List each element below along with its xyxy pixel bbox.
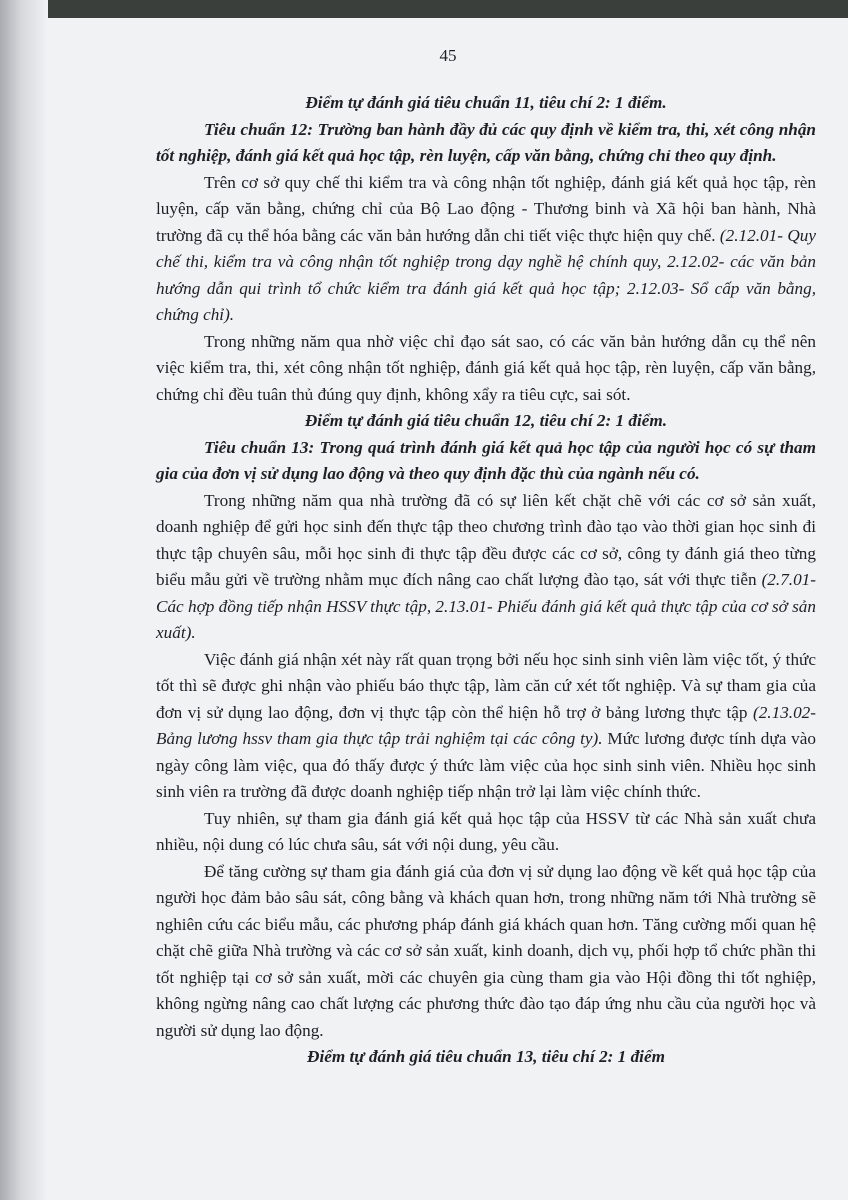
body-text: Trên cơ sở quy chế thi kiểm tra và công nhận tốt nghiệp, đánh giá kết quả học tập, rèn luyện, cấp văn bằng, chứng chỉ của Bộ Lao động - Thương binh và Xã hội ban hành, Nhà trường đã cụ thể hóa bằng các văn bản hướng dẫn chi tiết việc thực hiện quy chế. bbox=[156, 172, 816, 245]
evidence-reference: (2.7.01- Các hợp đồng tiếp nhận HSSV thực tập, 2.13.01- Phiếu đánh giá kết quả thực tập của cơ sở sản xuất). bbox=[156, 570, 816, 642]
page-content bbox=[156, 90, 816, 1071]
body-paragraph bbox=[156, 647, 816, 806]
body-paragraph bbox=[156, 488, 816, 647]
body-paragraph: Trong những năm qua nhờ việc chỉ đạo sát sao, có các văn bản hướng dẫn cụ thể nên việc kiểm tra, thi, xét công nhận tốt nghiệp, đánh giá kết quả học tập, rèn luyện, cấp văn bằng, chứng chỉ đều tuân thủ đúng quy định, không xẩy ra tiêu cực, sai sót. bbox=[156, 331, 816, 404]
page-number: 45 bbox=[439, 46, 457, 65]
body-paragraph: Tuy nhiên, sự tham gia đánh giá kết quả học tập của HSSV từ các Nhà sản xuất chưa nhiều, nội dung có lúc chưa sâu, sát với nội dung, yêu cầu. bbox=[156, 808, 816, 854]
evidence-reference: (2.12.01- Quy chế thi, kiểm tra và công nhận tốt nghiệp trong dạy nghề hệ chính quy, 2.12.02- các văn bản hướng dẫn qui trình tổ chức kiểm tra đánh giá kết quả học tập; 2.12.03- Sổ cấp văn bằng, chứng chỉ). bbox=[156, 225, 816, 324]
body-text: Mức lương được tính dựa vào ngày công làm việc, qua đó thấy được ý thức làm việc của học sinh sinh viên. Nhiều học sinh sinh viên ra trường đã được doanh nghiệp tiếp nhận trở lại làm việc chính thức. bbox=[156, 729, 816, 801]
body-paragraph: Để tăng cường sự tham gia đánh giá của đơn vị sử dụng lao động về kết quả học tập của người học đảm bảo sâu sát, công bằng và khách quan hơn, trong những năm tới Nhà trường sẽ nghiên cứu các biểu mẫu, các phương pháp đánh giá khách quan hơn. Tăng cường mối quan hệ chặt chẽ giữa Nhà trường và các cơ sở sản xuất, kinh doanh, dịch vụ, phối hợp tổ chức phần thi tốt nghiệp tại cơ sở sản xuất, mời các chuyên gia cùng tham gia vào Hội đồng thi tốt nghiệp, không ngừng nâng cao chất lượng các phương thức đào tạo đáp ứng nhu cầu của người học và người sử dụng lao động. bbox=[156, 861, 816, 1040]
evidence-reference: (2.13.02- Bảng lương hssv tham gia thực tập trải nghiệm tại các công ty). bbox=[156, 702, 816, 748]
score-line-12: Điểm tự đánh giá tiêu chuẩn 12, tiêu chí 2: 1 điểm. bbox=[304, 411, 668, 430]
criterion-12-heading: Tiêu chuẩn 12: Trường ban hành đầy đủ các quy định về kiểm tra, thi, xét công nhận tốt nghiệp, đánh giá kết quả học tập, rèn luyện, cấp văn bằng, chứng chỉ theo quy định. bbox=[156, 119, 816, 165]
body-text: Việc đánh giá nhận xét này rất quan trọng bởi nếu học sinh sinh viên làm việc tốt, ý thức tốt thì sẽ được ghi nhận vào phiếu báo thực tập, làm căn cứ xét tốt nghiệp. Và sự tham gia của đơn vị sử dụng lao động, đơn vị thực tập còn thể hiện hỗ trợ ở bảng lương thực tập bbox=[156, 649, 816, 722]
scan-binding-shadow bbox=[0, 0, 48, 1200]
score-line-11: Điểm tự đánh giá tiêu chuẩn 11, tiêu chí 2: 1 điểm. bbox=[305, 93, 667, 112]
document-page bbox=[48, 18, 848, 1200]
score-line-13: Điểm tự đánh giá tiêu chuẩn 13, tiêu chí 2: 1 điểm bbox=[307, 1047, 665, 1066]
scan-top-edge bbox=[0, 0, 848, 18]
body-paragraph bbox=[156, 170, 816, 329]
criterion-13-heading: Tiêu chuẩn 13: Trong quá trình đánh giá kết quả học tập của người học có sự tham gia của đơn vị sử dụng lao động và theo quy định đặc thù của ngành nếu có. bbox=[156, 437, 816, 483]
body-text: Trong những năm qua nhà trường đã có sự liên kết chặt chẽ với các cơ sở sản xuất, doanh nghiệp để gửi học sinh đến thực tập theo chương trình đào tạo vào thời gian học sinh đi thực tập chuyên sâu, mỗi học sinh đi thực tập đều được các cơ sở, công ty đánh giá theo từng biểu mẫu gửi về trường nhằm mục đích nâng cao chất lượng đào tạo, sát với thực tiễn bbox=[156, 490, 816, 589]
